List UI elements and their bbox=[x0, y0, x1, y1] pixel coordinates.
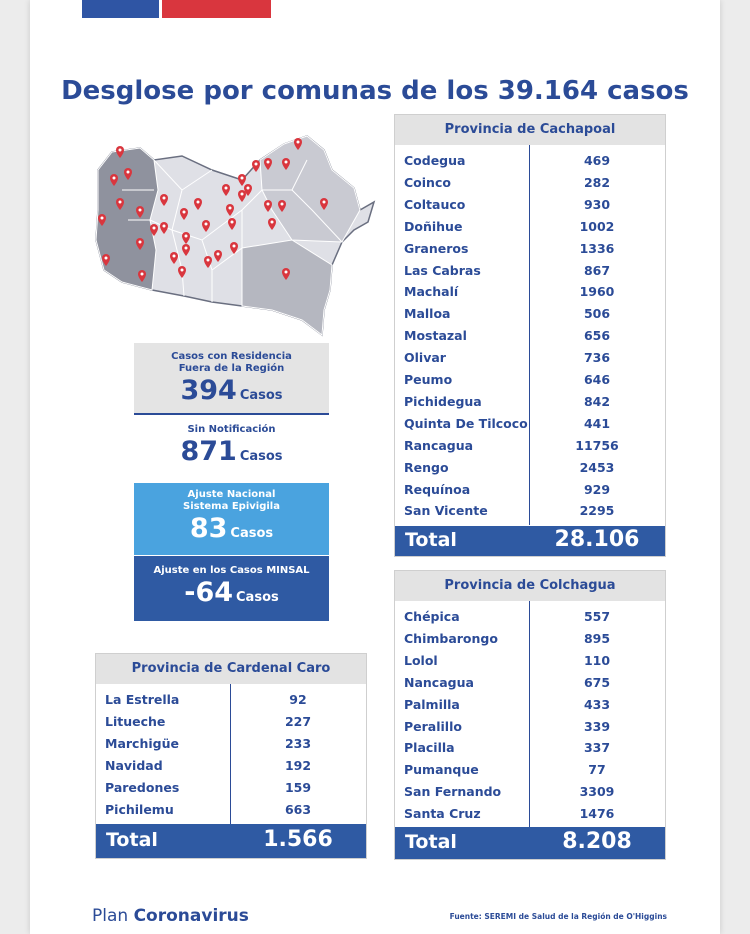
table-row bbox=[395, 303, 665, 325]
table-row bbox=[395, 150, 665, 172]
region-map bbox=[92, 130, 380, 342]
comuna-cases: 1002 bbox=[579, 218, 615, 234]
table-row bbox=[395, 194, 665, 216]
footer-source: Fuente: SEREMI de Salud de la Región de O'Higgins bbox=[449, 912, 667, 921]
sin-notificacion-unit: Casos bbox=[239, 449, 283, 464]
table-row bbox=[395, 281, 665, 303]
footer-coronavirus-word: Coronavirus bbox=[133, 906, 249, 926]
comuna-cases: 2295 bbox=[579, 503, 615, 519]
table-cachapoal-total bbox=[395, 526, 665, 556]
table-cardenal-caro bbox=[95, 653, 367, 859]
map-pin-dot bbox=[323, 201, 326, 204]
table-row bbox=[395, 216, 665, 238]
ajuste-minsal-unit: Casos bbox=[236, 590, 279, 605]
table-row bbox=[395, 781, 665, 803]
total-value: 28.106 bbox=[554, 527, 640, 552]
comuna-cases: 3309 bbox=[579, 784, 615, 800]
comuna-cases: 192 bbox=[284, 757, 312, 773]
map-pin-dot bbox=[297, 141, 300, 144]
table-row bbox=[395, 238, 665, 260]
ajuste-minsal-value: -64 bbox=[184, 577, 234, 608]
comuna-cases: 92 bbox=[289, 692, 307, 707]
map-pin-dot bbox=[127, 171, 130, 174]
comuna-name: Santa Cruz bbox=[404, 806, 481, 822]
comuna-cases: 1336 bbox=[579, 240, 615, 256]
total-label: Total bbox=[405, 831, 457, 853]
table-row bbox=[395, 694, 665, 716]
total-label: Total bbox=[106, 829, 158, 851]
comuna-cases: 337 bbox=[583, 740, 611, 756]
comuna-name: Rancagua bbox=[404, 437, 474, 453]
table-row bbox=[96, 777, 366, 799]
comuna-cases: 929 bbox=[583, 481, 611, 497]
table-row bbox=[96, 733, 366, 755]
map-pin-dot bbox=[217, 253, 220, 256]
comuna-name: Navidad bbox=[105, 757, 163, 773]
map-pin-dot bbox=[241, 177, 244, 180]
table-row bbox=[395, 650, 665, 672]
table-row bbox=[395, 172, 665, 194]
comuna-name: Paredones bbox=[105, 779, 180, 795]
header-flag-red bbox=[162, 0, 271, 18]
comuna-name: Mostazal bbox=[404, 328, 467, 344]
comuna-name: Las Cabras bbox=[404, 262, 481, 278]
comuna-cases: 233 bbox=[284, 735, 312, 751]
table-row bbox=[96, 689, 366, 711]
comuna-name: Nancagua bbox=[404, 674, 474, 690]
comuna-name: Rengo bbox=[404, 459, 449, 475]
ajuste-minsal-box bbox=[134, 556, 329, 621]
map-pin-dot bbox=[267, 161, 270, 164]
table-row bbox=[96, 755, 366, 777]
table-colchagua-header: Provincia de Colchagua bbox=[395, 571, 665, 601]
table-row bbox=[395, 737, 665, 759]
comuna-cases: 441 bbox=[583, 415, 611, 431]
map-pin-dot bbox=[181, 269, 184, 272]
comuna-name: Machalí bbox=[404, 284, 459, 300]
residencia-unit: Casos bbox=[239, 388, 283, 403]
map-pin-dot bbox=[183, 211, 186, 214]
comuna-cases: 282 bbox=[583, 174, 611, 190]
table-row bbox=[395, 500, 665, 522]
table-row bbox=[395, 672, 665, 694]
map-pin-dot bbox=[197, 201, 200, 204]
sin-notificacion-value: 871 bbox=[180, 436, 237, 467]
map-pin-dot bbox=[113, 177, 116, 180]
ajuste-nacional-box bbox=[134, 483, 329, 555]
comuna-cases: 895 bbox=[583, 630, 611, 646]
table-row bbox=[395, 716, 665, 738]
comuna-name: Chimbarongo bbox=[404, 630, 498, 646]
table-colchagua-total bbox=[395, 827, 665, 859]
comuna-name: Pichilemu bbox=[105, 801, 174, 817]
sin-notificacion-label: Sin Notificación bbox=[187, 424, 276, 435]
residencia-value: 394 bbox=[180, 375, 237, 406]
comuna-name: Codegua bbox=[404, 153, 466, 168]
table-row bbox=[395, 325, 665, 347]
comuna-cases: 842 bbox=[583, 393, 611, 409]
map-pin-dot bbox=[105, 257, 108, 260]
map-pin-dot bbox=[285, 161, 288, 164]
footer-plan-word: Plan bbox=[92, 906, 129, 926]
ajuste-nacional-label-1: Ajuste Nacional bbox=[187, 489, 276, 500]
comuna-name: Requínoa bbox=[404, 481, 471, 497]
comuna-name: Palmilla bbox=[404, 696, 460, 712]
table-row bbox=[395, 606, 665, 628]
comuna-cases: 77 bbox=[588, 762, 606, 778]
comuna-name: San Fernando bbox=[404, 784, 502, 800]
table-row bbox=[395, 628, 665, 650]
map-pin-dot bbox=[185, 247, 188, 250]
map-pin-dot bbox=[163, 197, 166, 200]
table-cardenal-caro-total bbox=[96, 824, 366, 858]
table-row bbox=[395, 260, 665, 282]
comuna-name: Litueche bbox=[105, 713, 166, 729]
comuna-name: Pichidegua bbox=[404, 393, 482, 409]
comuna-name: Marchigüe bbox=[105, 735, 179, 751]
map-pin-dot bbox=[173, 255, 176, 258]
ajuste-minsal-label: Ajuste en los Casos MINSAL bbox=[153, 565, 310, 576]
map-pin-dot bbox=[247, 187, 250, 190]
map-pin-dot bbox=[271, 221, 274, 224]
map-pin-dot bbox=[233, 245, 236, 248]
map-pin-dot bbox=[229, 207, 232, 210]
comuna-name: Peumo bbox=[404, 372, 453, 387]
table-row bbox=[395, 435, 665, 457]
map-pin-dot bbox=[241, 193, 244, 196]
comuna-cases: 867 bbox=[583, 262, 611, 278]
comuna-name: Coltauco bbox=[404, 196, 466, 212]
comuna-cases: 675 bbox=[583, 674, 611, 690]
comuna-name: Pumanque bbox=[404, 762, 479, 778]
map-pin-dot bbox=[139, 209, 142, 212]
comuna-name: San Vicente bbox=[404, 503, 488, 519]
comuna-name: Placilla bbox=[404, 740, 455, 756]
table-cachapoal bbox=[394, 114, 666, 557]
table-row bbox=[395, 803, 665, 825]
total-value: 8.208 bbox=[562, 829, 632, 854]
comuna-cases: 736 bbox=[583, 350, 611, 366]
comuna-name: Malloa bbox=[404, 306, 451, 322]
map-pin-dot bbox=[185, 235, 188, 238]
comuna-cases: 110 bbox=[583, 652, 611, 668]
table-row bbox=[395, 413, 665, 435]
total-value: 1.566 bbox=[263, 827, 333, 852]
comuna-name: Peralillo bbox=[404, 718, 462, 734]
map-pin-dot bbox=[139, 241, 142, 244]
table-row bbox=[395, 479, 665, 501]
comuna-name: La Estrella bbox=[105, 692, 180, 707]
map-pin-dot bbox=[205, 223, 208, 226]
comuna-name: Graneros bbox=[404, 240, 469, 256]
comuna-cases: 469 bbox=[583, 153, 611, 168]
residencia-label-1: Casos con Residencia bbox=[171, 351, 292, 362]
table-colchagua bbox=[394, 570, 666, 860]
comuna-cases: 433 bbox=[583, 696, 611, 712]
comuna-name: Olivar bbox=[404, 350, 446, 366]
comuna-cases: 506 bbox=[583, 306, 611, 322]
comuna-name: Doñihue bbox=[404, 218, 463, 234]
comuna-name: Chépica bbox=[404, 609, 460, 624]
header-flag-blue bbox=[82, 0, 159, 18]
comuna-cases: 656 bbox=[583, 328, 611, 344]
comuna-name: Quinta De Tilcoco bbox=[404, 415, 528, 431]
table-row bbox=[395, 457, 665, 479]
map-pin-dot bbox=[207, 259, 210, 262]
comuna-name: Coinco bbox=[404, 174, 451, 190]
map-pin-dot bbox=[163, 225, 166, 228]
table-cardenal-caro-header: Provincia de Cardenal Caro bbox=[96, 654, 366, 684]
map-pin-dot bbox=[101, 217, 104, 220]
table-row bbox=[395, 347, 665, 369]
ajuste-nacional-unit: Casos bbox=[230, 526, 274, 541]
table-cachapoal-header: Provincia de Cachapoal bbox=[395, 115, 665, 145]
table-row bbox=[395, 391, 665, 413]
residencia-box bbox=[134, 343, 329, 415]
map-pin-dot bbox=[285, 271, 288, 274]
comuna-cases: 557 bbox=[583, 609, 611, 624]
map-pin-dot bbox=[141, 273, 144, 276]
sin-notificacion-box bbox=[134, 424, 329, 479]
map-pin-dot bbox=[119, 201, 122, 204]
map-pin-dot bbox=[119, 149, 122, 152]
table-row bbox=[96, 799, 366, 821]
map-pin-dot bbox=[231, 221, 234, 224]
table-row bbox=[395, 369, 665, 391]
table-row bbox=[96, 711, 366, 733]
comuna-cases: 2453 bbox=[579, 459, 615, 475]
residencia-label-2: Fuera de la Región bbox=[178, 363, 285, 374]
comuna-cases: 663 bbox=[284, 801, 312, 817]
comuna-name: Lolol bbox=[404, 652, 438, 668]
map-pin-dot bbox=[267, 203, 270, 206]
comuna-cases: 227 bbox=[284, 713, 312, 729]
ajuste-nacional-label-2: Sistema Epivigila bbox=[183, 501, 280, 512]
table-row bbox=[395, 759, 665, 781]
comuna-cases: 930 bbox=[583, 196, 611, 212]
map-pin-dot bbox=[153, 227, 156, 230]
ajuste-nacional-value: 83 bbox=[189, 513, 228, 544]
comuna-cases: 1960 bbox=[579, 284, 615, 300]
comuna-cases: 646 bbox=[583, 372, 611, 387]
map-pin-dot bbox=[255, 163, 258, 166]
comuna-cases: 339 bbox=[583, 718, 611, 734]
comuna-cases: 11756 bbox=[575, 437, 619, 453]
footer-plan-coronavirus bbox=[92, 906, 249, 926]
comuna-cases: 159 bbox=[284, 779, 312, 795]
page-title: Desglose por comunas de los 39.164 casos bbox=[61, 76, 689, 106]
comuna-cases: 1476 bbox=[579, 806, 615, 822]
map-pin-dot bbox=[225, 187, 228, 190]
map-pin-dot bbox=[281, 203, 284, 206]
total-label: Total bbox=[405, 529, 457, 551]
